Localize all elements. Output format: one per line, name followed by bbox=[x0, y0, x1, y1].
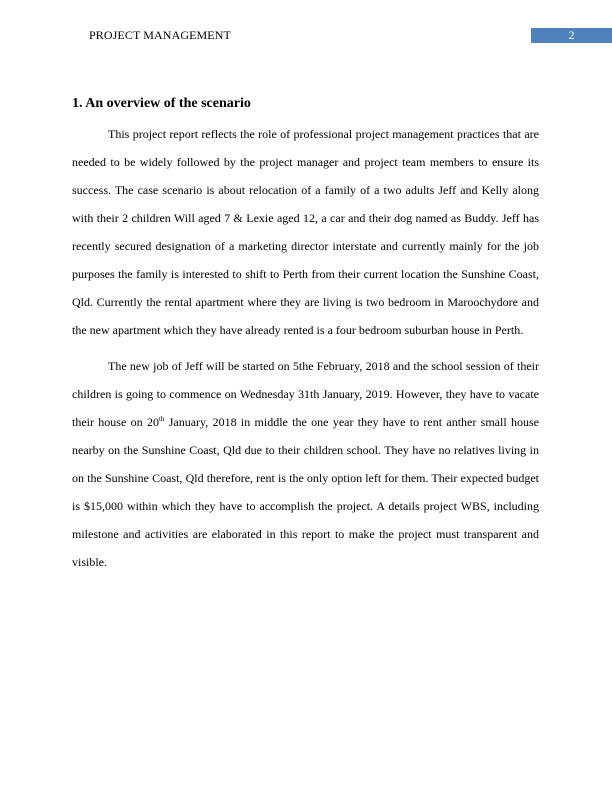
page-number-badge bbox=[531, 28, 612, 43]
paragraph-text-part: January, 2018 in middle the one year they have to rent anther small house nearby on the Sunshine Coast, Qld due to their children school. They have no relatives living in on the Sunshine Coast, Qld therefore, rent is the only option left for them. Their expected budget is $15,000 within which they have to accomplish the project. A details project WBS, including milestone and activities are elaborated in this report to make the project must transparent and visible. bbox=[72, 415, 539, 569]
header-title: PROJECT MANAGEMENT bbox=[89, 28, 231, 42]
paragraph-schedule-budget bbox=[72, 352, 539, 576]
ordinal-superscript: th bbox=[158, 415, 165, 423]
paragraph-overview: This project report reflects the role of professional project management practices that are needed to be widely followed by the project manager and project team members to ensure its success. The case scenario is about relocation of a family of a two adults Jeff and Kelly along with their 2 children Will aged 7 & Lexie aged 12, a car and their dog named as Buddy. Jeff has recently secured designation of a marketing director interstate and currently mainly for the job purposes the family is interested to shift to Perth from their current location the Sunshine Coast, Qld. Currently the rental apartment where they are living is two bedroom in Maroochydore and the new apartment which they have already rented is a four bedroom suburban house in Perth. bbox=[72, 127, 539, 337]
section-heading: 1. An overview of the scenario bbox=[72, 96, 251, 111]
paragraph-text-part: The new job of Jeff will be started on 5the February, 2018 and the school session of their children is going to commence on Wednesday 31th January, 2019. However, they have to vacate their house on 20 bbox=[72, 359, 539, 429]
page-number: 2 bbox=[568, 28, 575, 42]
